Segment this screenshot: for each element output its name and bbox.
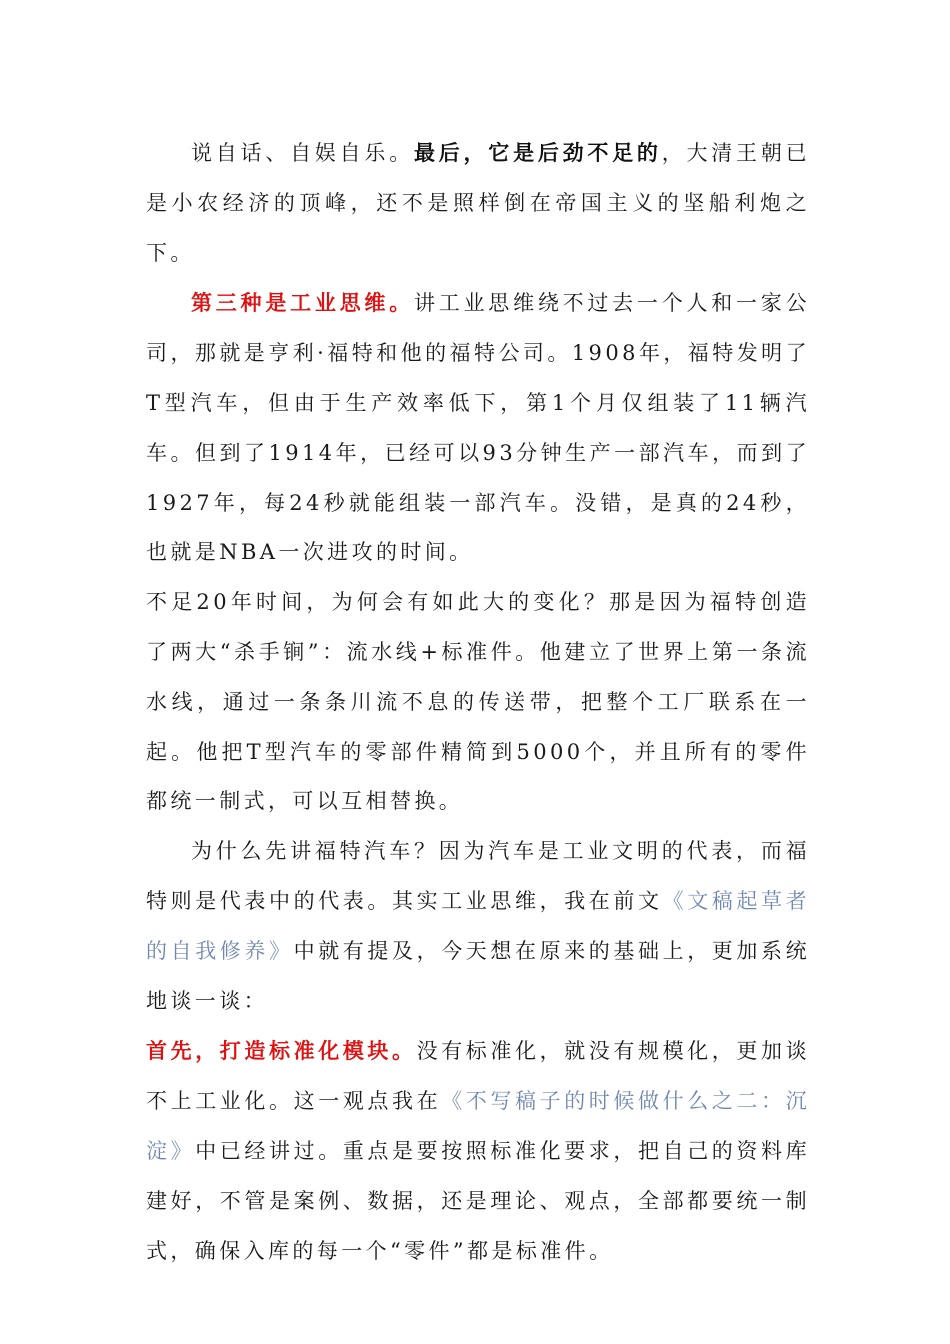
paragraph-3 [146,578,810,827]
document-body [146,128,810,1276]
paragraph-text: 中就有提及，今天想在原来的基础上，更加系统地谈一谈： [146,938,810,1013]
paragraph-text: 讲工业思维绕不过去一个人和一家公司，那就是亨利·福特和他的福特公司。1908年，福特发明了T型汽车，但由于生产效率低下，第1个月仅组装了11辆汽车。但到了1914年，已经可以93分钟生产一部汽车，而到了1927年，每24秒就能组装一部汽车。没错，是真的24秒，也就是NBA一次进攻的时间。 [146,291,810,565]
article-link-self-cultivation[interactable]: 《文稿起草者的自我修养》 [146,888,810,963]
paragraph-text: 不足20年时间，为何会有如此大的变化？那是因为福特创造了两大“杀手锏”：流水线+标准件。他建立了世界上第一条流水线，通过一条条川流不息的传送带，把整个工厂联系在一起。他把T型汽车的零部件精简到5000个，并且所有的零件都统一制式，可以互相替换。 [146,590,810,814]
section-heading-standardization: 首先，打造标准化模块。 [146,1038,417,1064]
paragraph-text: 为什么先讲福特汽车？因为汽车是工业文明的代表，而福特则是代表中的代表。其实工业思维，我在前文 [146,839,810,913]
bold-phrase: 最后，它是后劲不足的 [413,140,662,165]
paragraph-text: ，大清王朝已是小农经济的顶峰，还不是照样倒在帝国主义的坚船利炮之下。 [146,141,810,265]
article-link-precipitation[interactable]: 《不写稿子的时候做什么之二：沉淀》 [146,1089,810,1163]
section-heading-industrial-thinking: 第三种是工业思维。 [191,290,414,316]
paragraph-text: 没有标准化，就没有规模化，更加谈不上工业化。这一观点我在 [146,1039,810,1114]
paragraph-text: 中已经讲过。重点是要按照标准化要求，把自己的资料库建好，不管是案例、数据，还是理论、观点，全部都要统一制式，确保入库的每一个“零件”都是标准件。 [146,1138,810,1263]
paragraph-2 [146,278,810,578]
paragraph-text: 说自话、自娱自乐。 [191,141,414,165]
paragraph-5 [146,1026,810,1276]
paragraph-4 [146,827,810,1026]
paragraph-1 [146,128,810,278]
